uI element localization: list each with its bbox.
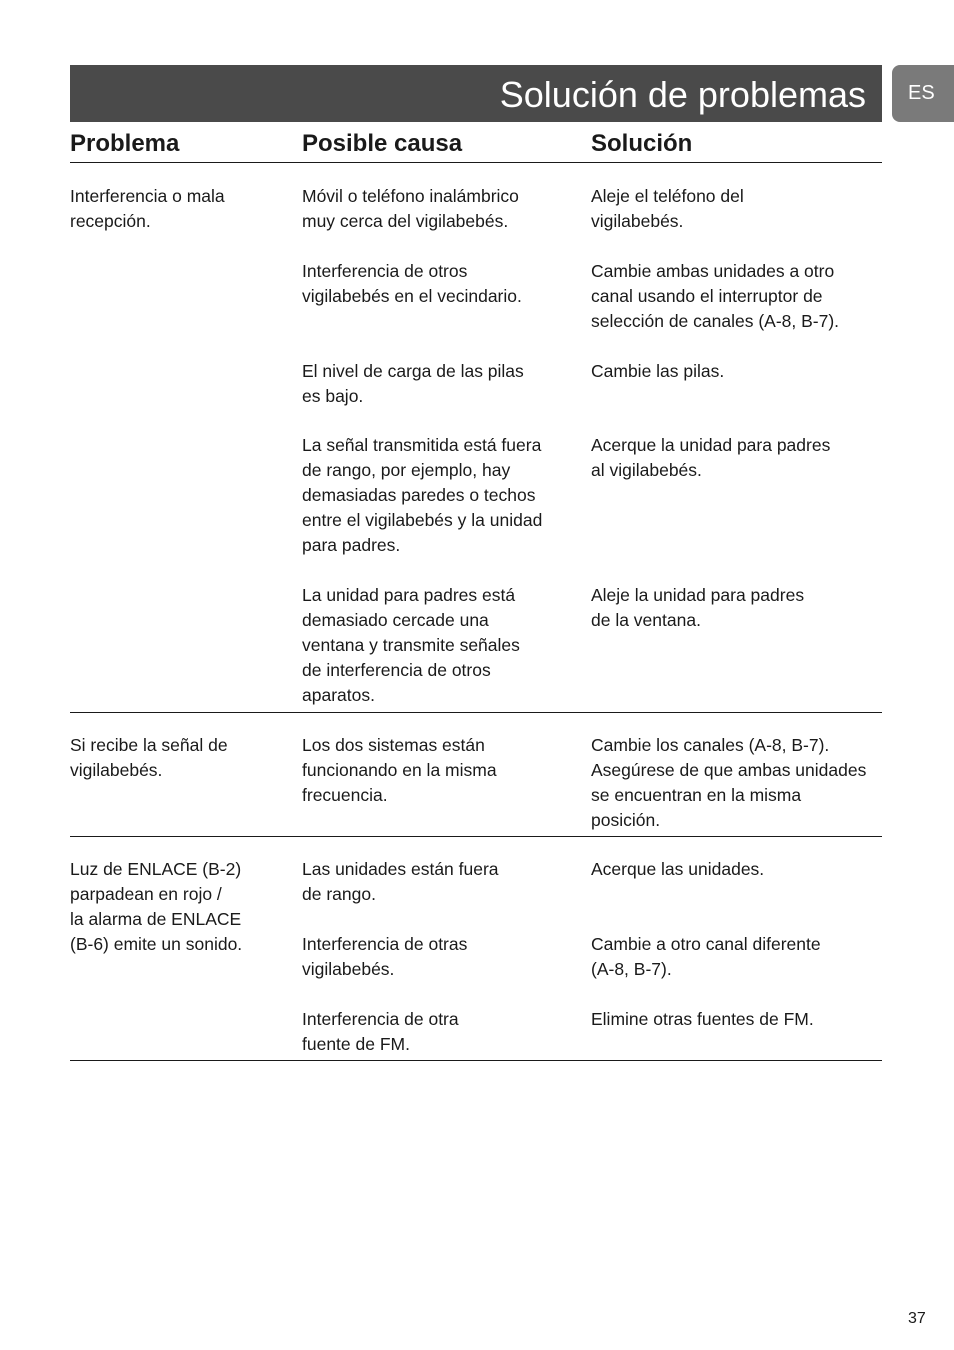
column-header-solution: Solución <box>591 130 693 157</box>
column-header-problem: Problema <box>70 130 180 157</box>
cause-cell: El nivel de carga de las pilas es bajo. <box>302 361 524 406</box>
solution-cell: Aleje el teléfono del vigilabebés. <box>591 186 744 231</box>
solution-cell: Acerque las unidades. <box>591 859 765 879</box>
column-header-cause: Posible causa <box>302 130 463 157</box>
solution-cell: Acerque la unidad para padres al vigilabebés. <box>591 435 831 480</box>
cause-cell: Interferencia de otros vigilabebés en el vecindario. <box>302 261 522 306</box>
solution-cell: Elimine otras fuentes de FM. <box>591 1009 814 1029</box>
page-title: Solución de problemas <box>499 74 866 115</box>
section-divider <box>70 836 882 837</box>
section-divider <box>70 1060 882 1061</box>
cause-cell: Interferencia de otra fuente de FM. <box>302 1009 459 1054</box>
problem-cell: Luz de ENLACE (B-2) parpadean en rojo / la alarma de ENLACE (B-6) emite un sonido. <box>70 859 243 954</box>
cause-cell: Los dos sistemas están funcionando en la misma frecuencia. <box>302 735 497 805</box>
problem-cell: Interferencia o mala recepción. <box>70 186 225 231</box>
cause-cell: La señal transmitida está fuera de rango, por ejemplo, hay demasiadas paredes o techos entre el vigilabebés y la unidad para padres. <box>302 435 543 555</box>
section-divider <box>70 712 882 713</box>
title-banner <box>70 65 882 122</box>
solution-cell: Cambie los canales (A-8, B-7). Asegúrese de que ambas unidades se encuentran en la misma posición. <box>591 735 867 830</box>
solution-cell: Cambie las pilas. <box>591 361 725 381</box>
solution-cell: Aleje la unidad para padres de la ventana. <box>591 585 805 630</box>
page-number: 37 <box>908 1310 926 1327</box>
column-headers <box>70 128 882 163</box>
cause-cell: Las unidades están fuera de rango. <box>302 859 499 904</box>
language-tab: ES <box>892 65 954 122</box>
solution-cell: Cambie a otro canal diferente (A-8, B-7). <box>591 934 821 979</box>
cause-cell: Interferencia de otras vigilabebés. <box>302 934 468 979</box>
cause-cell: La unidad para padres está demasiado cercade una ventana y transmite señales de interferencia de otros aparatos. <box>302 585 520 705</box>
solution-cell: Cambie ambas unidades a otro canal usando el interruptor de selección de canales (A-8, B-7). <box>591 261 840 331</box>
problem-cell: Si recibe la señal de vigilabebés. <box>70 735 228 780</box>
cause-cell: Móvil o teléfono inalámbrico muy cerca del vigilabebés. <box>302 186 519 231</box>
